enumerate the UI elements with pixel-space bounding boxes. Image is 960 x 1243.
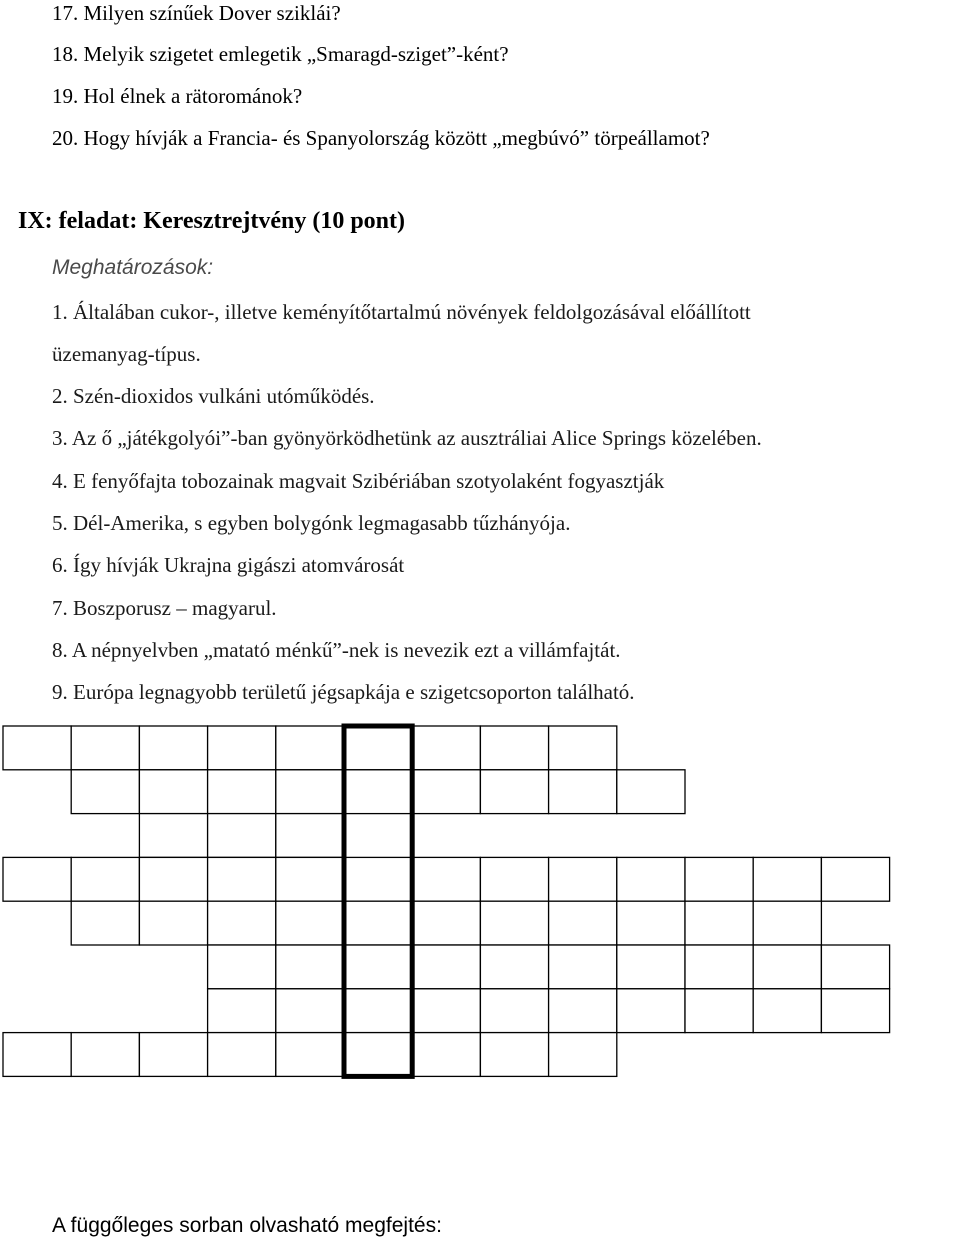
question-17: 17. Milyen színűek Dover sziklái? (52, 1, 341, 25)
crossword-cell[interactable] (3, 857, 71, 901)
crossword-cell[interactable] (276, 989, 344, 1033)
crossword-cell[interactable] (344, 770, 412, 814)
definition-line: 2. Szén-dioxidos vulkáni utóműködés. (52, 384, 375, 408)
crossword-cell[interactable] (412, 901, 480, 945)
crossword-cell[interactable] (71, 726, 139, 770)
crossword-cell[interactable] (208, 901, 276, 945)
crossword-cell[interactable] (344, 901, 412, 945)
crossword-cell[interactable] (139, 770, 207, 814)
crossword-cell[interactable] (821, 857, 889, 901)
crossword-cell[interactable] (753, 857, 821, 901)
crossword-cell[interactable] (617, 857, 685, 901)
crossword-cell[interactable] (549, 857, 617, 901)
crossword-cell[interactable] (821, 945, 889, 989)
crossword-cell[interactable] (480, 1033, 548, 1077)
definition-line: 1. Általában cukor-, illetve keményítőtartalmú növények feldolgozásával előállított (52, 300, 751, 324)
crossword-cell[interactable] (685, 857, 753, 901)
crossword-cell[interactable] (276, 857, 344, 901)
crossword-cell[interactable] (549, 1033, 617, 1077)
crossword-cell[interactable] (344, 945, 412, 989)
crossword-cell[interactable] (480, 770, 548, 814)
crossword-cell[interactable] (549, 945, 617, 989)
crossword-cell[interactable] (208, 726, 276, 770)
crossword-cell[interactable] (480, 901, 548, 945)
definition-line: 4. E fenyőfajta tobozainak magvait Szibériában szotyolaként fogyasztják (52, 469, 665, 493)
crossword-cell[interactable] (3, 726, 71, 770)
crossword-cell[interactable] (71, 1033, 139, 1077)
crossword-cell[interactable] (412, 857, 480, 901)
crossword-cell[interactable] (821, 989, 889, 1033)
definition-line: 9. Európa legnagyobb területű jégsapkája e szigetcsoporton található. (52, 680, 635, 704)
crossword-cell[interactable] (753, 989, 821, 1033)
crossword-cell[interactable] (412, 726, 480, 770)
question-20: 20. Hogy hívják a Francia- és Spanyolország között „megbúvó” törpeállamot? (52, 126, 710, 150)
crossword-cell[interactable] (276, 814, 344, 858)
definition-line: 5. Dél-Amerika, s egyben bolygónk legmagasabb tűzhányója. (52, 511, 571, 535)
crossword-cell[interactable] (549, 726, 617, 770)
definition-line: 8. A népnyelvben „matató ménkű”-nek is nevezik ezt a villámfajtát. (52, 638, 621, 662)
crossword-cell[interactable] (753, 945, 821, 989)
crossword-cell[interactable] (617, 945, 685, 989)
crossword-cell[interactable] (276, 1033, 344, 1077)
solution-label: A függőleges sorban olvasható megfejtés: (52, 1214, 442, 1237)
crossword-cell[interactable] (685, 901, 753, 945)
crossword-cell[interactable] (276, 770, 344, 814)
crossword-cell[interactable] (208, 814, 276, 858)
crossword-cell[interactable] (344, 1033, 412, 1077)
crossword-cell[interactable] (617, 989, 685, 1033)
definition-line: 7. Boszporusz – magyarul. (52, 596, 277, 620)
definition-line: üzemanyag-típus. (52, 342, 201, 366)
crossword-cell[interactable] (344, 726, 412, 770)
crossword-cell[interactable] (480, 726, 548, 770)
crossword-cell[interactable] (685, 945, 753, 989)
task-heading: IX: feladat: Keresztrejtvény (10 pont) (18, 208, 406, 234)
crossword-cell[interactable] (344, 989, 412, 1033)
crossword-cell[interactable] (412, 945, 480, 989)
crossword-cell[interactable] (412, 989, 480, 1033)
crossword-cell[interactable] (480, 989, 548, 1033)
crossword-cell[interactable] (139, 901, 207, 945)
question-18: 18. Melyik szigetet emlegetik „Smaragd-sziget”-ként? (52, 42, 509, 66)
crossword-cell[interactable] (344, 857, 412, 901)
crossword-cell[interactable] (549, 989, 617, 1033)
crossword-cell[interactable] (276, 901, 344, 945)
crossword-cell[interactable] (617, 770, 685, 814)
crossword-cell[interactable] (753, 901, 821, 945)
crossword-cell[interactable] (208, 945, 276, 989)
definition-line: 6. Így hívják Ukrajna gigászi atomvárosát (52, 553, 405, 577)
crossword-cell[interactable] (549, 770, 617, 814)
definition-line: 3. Az ő „játékgolyói”-ban gyönyörködhetünk az ausztráliai Alice Springs közelében. (52, 426, 762, 450)
crossword-cell[interactable] (139, 726, 207, 770)
crossword-cell[interactable] (208, 857, 276, 901)
crossword-cell[interactable] (208, 1033, 276, 1077)
crossword-cell[interactable] (3, 1033, 71, 1077)
crossword-cell[interactable] (139, 857, 207, 901)
crossword-cell[interactable] (139, 1033, 207, 1077)
crossword-cell[interactable] (71, 857, 139, 901)
crossword-cell[interactable] (276, 945, 344, 989)
crossword-cell[interactable] (71, 770, 139, 814)
crossword-cell[interactable] (208, 770, 276, 814)
question-19: 19. Hol élnek a rätorománok? (52, 84, 303, 108)
crossword-cell[interactable] (71, 901, 139, 945)
crossword-cell[interactable] (617, 901, 685, 945)
crossword-cell[interactable] (685, 989, 753, 1033)
crossword-cell[interactable] (412, 1033, 480, 1077)
crossword-cell[interactable] (139, 814, 207, 858)
crossword-cell[interactable] (549, 901, 617, 945)
crossword-cell[interactable] (412, 770, 480, 814)
crossword-cell[interactable] (480, 857, 548, 901)
crossword-cell[interactable] (276, 726, 344, 770)
crossword-cell[interactable] (480, 945, 548, 989)
definitions-subheading: Meghatározások: (52, 256, 214, 279)
crossword-cell[interactable] (208, 989, 276, 1033)
